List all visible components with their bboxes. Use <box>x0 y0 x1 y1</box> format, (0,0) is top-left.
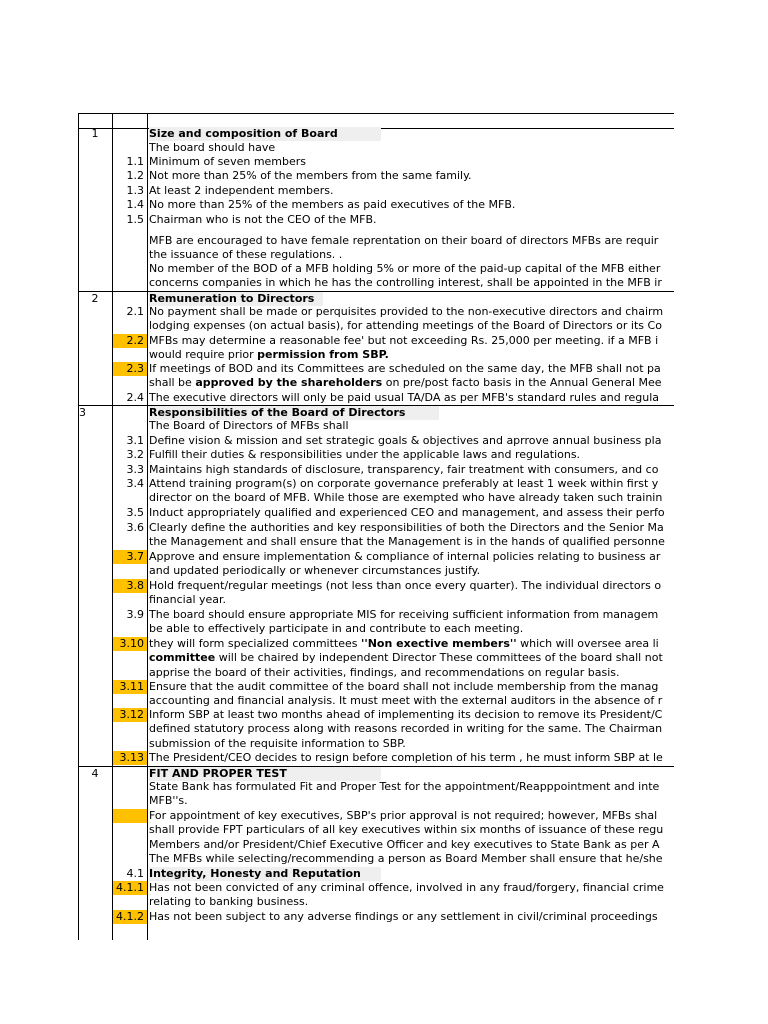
cell-line <box>149 463 674 477</box>
description-cell <box>149 262 674 291</box>
line-text: If meetings of BOD and its Committees are scheduled on the same day, the MFB shall not pa <box>149 362 661 375</box>
clause-number-cell: 2.1 <box>126 305 144 318</box>
line-text: concerns companies in which he has the controlling interest, shall be appointed in the MFB ir <box>149 276 662 290</box>
description-cell <box>149 334 674 363</box>
section-number-cell: 2 <box>91 292 99 305</box>
clause-number-cell: 1.5 <box>126 213 144 226</box>
line-text: State Bank has formulated Fit and Proper Test for the appointment/Reapppointment and inte <box>149 780 660 793</box>
line-text: Maintains high standards of disclosure, transparency, fair treatment with consumers, and co <box>149 463 659 476</box>
line-text: on pre/post facto basis in the Annual General Mee <box>382 376 662 390</box>
cell-line <box>149 234 674 248</box>
cell-line <box>149 141 674 155</box>
cell-line <box>149 127 674 141</box>
line-text: The President/CEO decides to resign before completion of his term , he must inform SBP at le <box>149 751 663 764</box>
line-text: lodging expenses (on actual basis), for attending meetings of the Board of Directors or its Co <box>149 319 662 333</box>
cell-line <box>149 419 674 433</box>
line-text: MFB''s. <box>149 794 188 808</box>
clause-number-cell: 1.2 <box>126 169 144 182</box>
cell-line <box>149 895 674 909</box>
description-cell <box>149 141 674 155</box>
line-text: No member of the BOD of a MFB holding 5% or more of the paid-up capital of the MFB either <box>149 262 661 275</box>
table-row <box>78 405 674 419</box>
line-text: be able to effectively participate in and contribute to each meeting. <box>149 622 524 636</box>
cell-line <box>149 608 674 622</box>
cell-line <box>149 794 674 808</box>
line-text: the Management and shall ensure that the Management is in the hands of qualified personne <box>149 535 665 549</box>
line-text: MFB are encouraged to have female reprentation on their board of directors MFBs are requir <box>149 234 659 247</box>
cell-line <box>149 564 674 578</box>
spreadsheet-grid <box>78 113 674 940</box>
cell-line <box>149 637 674 651</box>
clause-number-cell: 1.4 <box>126 198 144 211</box>
cell-line <box>149 376 674 390</box>
cell-line <box>149 305 674 319</box>
line-text: Not more than 25% of the members from the same family. <box>149 169 472 182</box>
line-text: Clearly define the authorities and key responsibilities of both the Directors and the Senior Ma <box>149 521 664 534</box>
description-cell <box>149 305 674 334</box>
line-text: Fulfill their duties & responsibilities under the applicable laws and regulations. <box>149 448 581 461</box>
line-text: submission of the requisite information to SBP. <box>149 736 406 750</box>
description-cell <box>149 809 674 867</box>
description-cell <box>149 463 674 477</box>
line-text: relating to banking business. <box>149 895 309 909</box>
cell-line <box>149 722 674 736</box>
description-cell <box>149 910 674 924</box>
table-row <box>78 766 674 780</box>
cell-line <box>149 262 674 276</box>
cell-line <box>149 434 674 448</box>
clause-number-cell <box>113 809 147 823</box>
clause-number-cell: 2.4 <box>126 391 144 404</box>
description-cell <box>149 751 674 765</box>
description-cell <box>149 867 674 881</box>
cell-line <box>149 809 674 823</box>
clause-number-cell: 3.5 <box>126 506 144 519</box>
cell-line <box>149 391 674 405</box>
cell-line <box>149 622 674 636</box>
description-cell <box>149 127 674 141</box>
cell-line <box>149 737 674 751</box>
cell-line <box>149 506 674 520</box>
line-text: Hold frequent/regular meetings (not less than once every quarter). The individual directors o <box>149 579 662 592</box>
description-cell <box>149 477 674 506</box>
description-cell <box>149 169 674 183</box>
line-text: they will form specialized committees <box>149 637 361 650</box>
cell-line <box>149 780 674 794</box>
line-text: Inform SBP at least two months ahead of implementing its decision to remove its President/C <box>149 708 663 721</box>
table-row <box>78 291 674 305</box>
description-cell <box>149 391 674 405</box>
line-text: director on the board of MFB. While those are exempted who have already taken such trainin <box>149 491 663 505</box>
emphasis-text: committee <box>149 651 216 665</box>
cell-line <box>149 448 674 462</box>
cell-line <box>149 823 674 837</box>
line-text: The executive directors will only be paid usual TA/DA as per MFB's standard rules and regula <box>149 391 660 404</box>
cell-line <box>149 213 674 227</box>
cell-line <box>149 867 674 881</box>
clause-number-cell: 3.1 <box>126 434 144 447</box>
clause-number-cell: 4.1.1 <box>113 881 147 895</box>
description-cell <box>149 448 674 462</box>
description-cell <box>149 780 674 809</box>
cell-line <box>149 334 674 348</box>
description-cell <box>149 362 674 391</box>
clause-number-cell: 3.11 <box>113 680 147 694</box>
line-text: apprise the board of their activities, findings, and recommendations on regular basis. <box>149 665 620 679</box>
line-text: which will oversee area li <box>516 637 659 650</box>
description-cell <box>149 506 674 520</box>
cell-line <box>149 319 674 333</box>
description-cell <box>149 234 674 263</box>
clause-number-cell: 3.12 <box>113 708 147 722</box>
section-title: Size and composition of Board <box>149 127 381 141</box>
description-cell <box>149 213 674 227</box>
clause-number-cell: 3.8 <box>113 579 147 593</box>
clause-number-cell: 4.1 <box>126 867 144 880</box>
cell-line <box>149 348 674 362</box>
clause-number-cell: 3.2 <box>126 448 144 461</box>
emphasis-text: approved by the shareholders <box>195 376 383 390</box>
section-number-cell: 4 <box>91 767 99 780</box>
description-cell <box>149 881 674 910</box>
cell-line <box>149 535 674 549</box>
cell-line <box>149 521 674 535</box>
line-text: and updated periodically or whenever circumstances justify. <box>149 564 481 578</box>
line-text: The board should have <box>149 141 276 154</box>
cell-line <box>149 184 674 198</box>
line-text: MFBs may determine a reasonable fee' but not exceeding Rs. 25,000 per meeting. if a MFB i <box>149 334 659 347</box>
clause-number-cell: 2.2 <box>113 334 147 348</box>
line-text: Has not been convicted of any criminal offence, involved in any fraud/forgery, financial crime <box>149 881 664 894</box>
clause-number-cell: 3.10 <box>113 637 147 651</box>
cell-line <box>149 694 674 708</box>
line-text: Ensure that the audit committee of the board shall not include membership from the manag <box>149 680 659 693</box>
description-cell <box>149 184 674 198</box>
line-text: would require prior <box>149 348 258 362</box>
description-cell <box>149 637 674 680</box>
cell-line <box>149 477 674 491</box>
clause-number-cell: 1.3 <box>126 184 144 197</box>
section-title: Remuneration to Directors <box>149 292 323 306</box>
line-text: Members and/or President/Chief Executive Officer and key executives to State Bank as per A <box>149 837 660 851</box>
clause-number-cell: 3.4 <box>126 477 144 490</box>
clause-number-cell: 3.3 <box>126 463 144 476</box>
cell-line <box>149 491 674 505</box>
line-text: For appointment of key executives, SBP's prior approval is not required; however, MFBs shal <box>149 809 658 822</box>
section-number-cell: 3 <box>79 406 86 419</box>
emphasis-text: permission from SBP. <box>257 348 389 362</box>
cell-line <box>149 666 674 680</box>
emphasis-text: ''Non exective members'' <box>360 637 517 650</box>
cell-line <box>149 593 674 607</box>
line-text: The Board of Directors of MFBs shall <box>149 419 349 432</box>
line-text: Attend training program(s) on corporate governance preferably at least 1 week within first y <box>149 477 659 490</box>
line-text: Induct appropriately qualified and experienced CEO and management, and assess their perfo <box>149 506 665 519</box>
line-text: Minimum of seven members <box>149 155 307 168</box>
clause-number-cell: 2.3 <box>113 362 147 376</box>
description-cell <box>149 198 674 212</box>
column-divider <box>78 113 79 940</box>
cell-line <box>149 910 674 924</box>
clause-number-cell: 3.13 <box>113 751 147 765</box>
cell-line <box>149 680 674 694</box>
line-text: shall provide FPT particulars of all key executives within six months of issuance of these regu <box>149 823 664 837</box>
line-text: shall be <box>149 376 196 390</box>
cell-line <box>149 198 674 212</box>
line-text: The MFBs while selecting/recommending a person as Board Member shall ensure that he/she <box>149 852 663 866</box>
description-cell <box>149 434 674 448</box>
cell-line <box>149 838 674 852</box>
section-title: FIT AND PROPER TEST <box>149 767 381 781</box>
cell-line <box>149 579 674 593</box>
line-text: will be chaired by independent Director These committees of the board shall not <box>215 651 663 665</box>
line-text: financial year. <box>149 593 227 607</box>
cell-line <box>149 155 674 169</box>
cell-line <box>149 248 674 262</box>
cell-line <box>149 751 674 765</box>
clause-number-cell: 3.6 <box>126 521 144 534</box>
cell-line <box>149 651 674 665</box>
cell-line <box>149 708 674 722</box>
description-cell <box>149 680 674 709</box>
cell-line <box>149 362 674 376</box>
description-cell <box>149 550 674 579</box>
line-text: defined statutory process along with reasons recorded in writing for the same. The Chairman <box>149 722 663 736</box>
cell-line <box>149 852 674 866</box>
description-cell <box>149 521 674 550</box>
line-text: the issuance of these regulations. . <box>149 248 343 262</box>
cell-line <box>149 881 674 895</box>
section-title: Integrity, Honesty and Reputation <box>149 867 381 881</box>
line-text: At least 2 independent members. <box>149 184 334 197</box>
line-text: No more than 25% of the members as paid executives of the MFB. <box>149 198 516 211</box>
cell-line <box>149 169 674 183</box>
line-text: Chairman who is not the CEO of the MFB. <box>149 213 377 226</box>
line-text: accounting and financial analysis. It must meet with the external auditors in the absence of r <box>149 694 663 708</box>
cell-line <box>149 550 674 564</box>
clause-number-cell: 4.1.2 <box>113 910 147 924</box>
clause-number-cell: 3.7 <box>113 550 147 564</box>
description-cell <box>149 708 674 751</box>
line-text: The board should ensure appropriate MIS for receiving sufficient information from managem <box>149 608 659 621</box>
column-divider <box>147 113 148 940</box>
line-text: No payment shall be made or perquisites provided to the non-executive directors and chairm <box>149 305 664 318</box>
line-text: Has not been subject to any adverse findings or any settlement in civil/criminal proceedings <box>149 910 658 923</box>
clause-number-cell: 3.9 <box>126 608 144 621</box>
line-text: Approve and ensure implementation & compliance of internal policies relating to business ar <box>149 550 661 563</box>
section-title: Responsibilities of the Board of Directors <box>149 406 439 420</box>
cell-line <box>149 276 674 290</box>
section-number-cell: 1 <box>91 127 99 140</box>
description-cell <box>149 579 674 608</box>
description-cell <box>149 419 674 433</box>
description-cell <box>149 608 674 637</box>
line-text: Define vision & mission and set strategic goals & objectives and aprrove annual business pla <box>149 434 662 447</box>
description-cell <box>149 155 674 169</box>
clause-number-cell: 1.1 <box>126 155 144 168</box>
